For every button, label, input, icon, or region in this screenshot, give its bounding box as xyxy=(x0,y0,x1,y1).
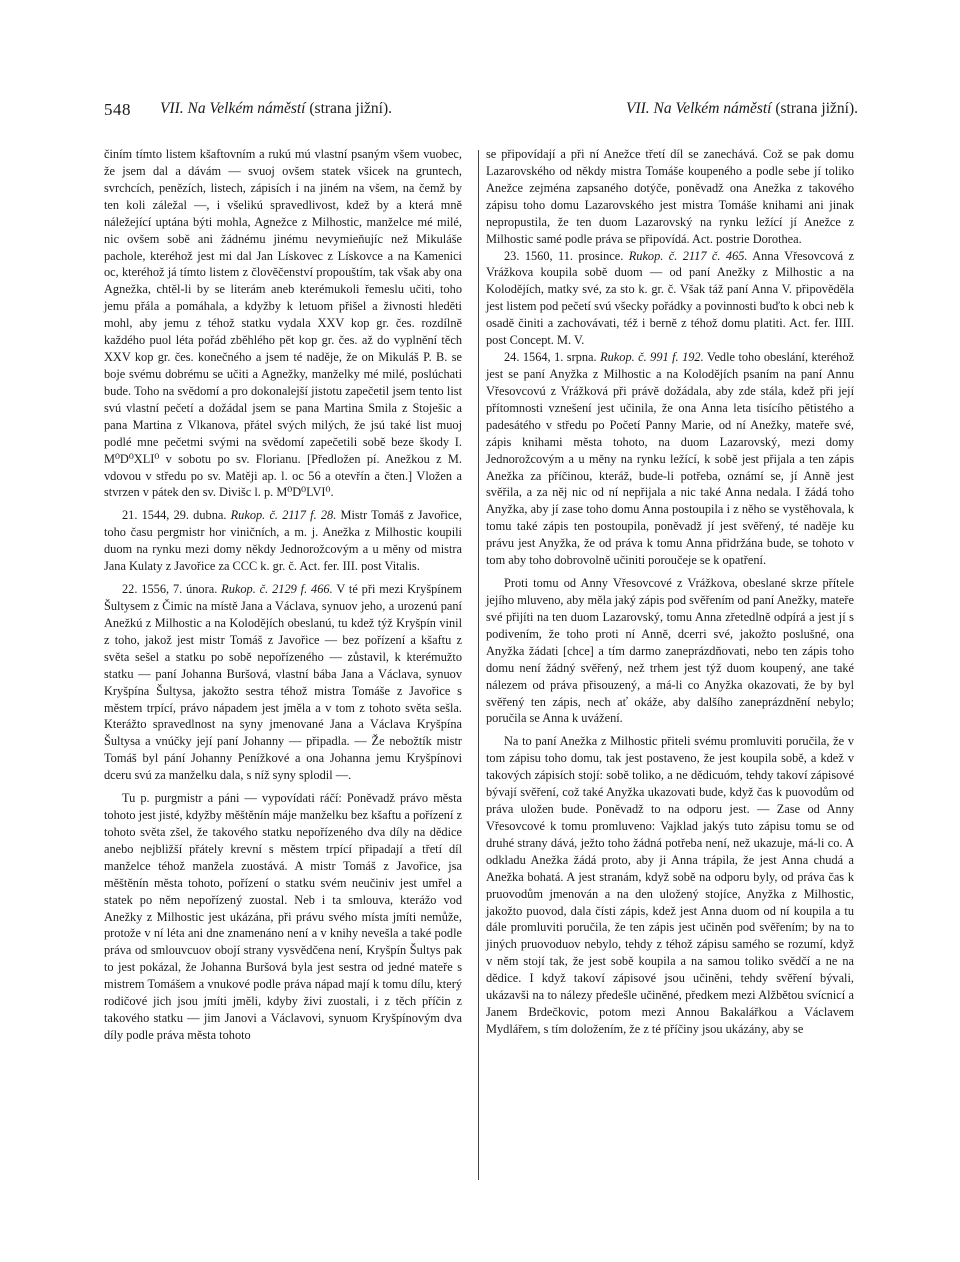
running-title-left-roman: VII. xyxy=(160,100,184,117)
entry-21 xyxy=(104,507,462,575)
entry-24-citation: Rukop. č. 991 f. 192. xyxy=(600,350,704,365)
running-title-right-roman: VII. xyxy=(625,100,650,117)
column-divider xyxy=(478,150,479,1180)
left-paragraph-continuation: činím tímto listem kšaftovním a rukú mú vlastní psaným všem vuobec, že jsem dal a dávám — svuoj ovšem statek všicek na gruntech, svrchcích, penězích, listech, zápisích i na jiném na všem, na čemž by ten koli záležal —, i všelikú spravedlivost, kdež by a která mně náležející uptána býti mohla, Agnežce z Milhostic, manželce mé milé, nic ovšem sobě ani žádnému jinému nevymieňujíc než Mikuláše pachole, kteréhož jest mi dal Jan Lískovec z Lískovce a na Kamenici oc, kteréhož já tímto listem z člověčenství propouštím, tak však aby ona Agnežka, chtěl-li by se literám aneb kterémukoli řemeslu učiti, toho jemu přála a pomáhala, a kdyžby k letuom přišel a živnosti hleděti mohl, aby jemu z téhož statku vydala XXV kop gr. čes. rozdílně každého puol léta pořád zběhlého pět kop gr. čes. až do vyplnění těch XXV kop gr. čes. konečného a jsem té naděje, že on Mikuláš P. B. se boje svému dobrému se učiti a Agnežky, manželky mé milé, poslúchati bude. Toho na svědomí a pro dokonalejší jistotu zapečetil jsem tento list svú vlastní pečetí a dožádal jsem se pana Martina Smila z Stoješic a pana Martina z Vlkanova, přátel svých milých, že jsú také list muoj podlé mne pečetmi svými na svědomí zapečetili sobě beze škody I. M⁰D⁰XLI⁰ v sobotu po sv. Florianu. [Předložen pí. Anežkou z M. vdovou v středu po sv. Matěji ap. l. oc 56 a otevřín a čten.] Vložen a stvrzen v pátek den sv. Divišc l. p. M⁰D⁰LVI⁰. xyxy=(104,147,462,500)
page-number: 548 xyxy=(104,100,131,119)
entry-24 xyxy=(486,349,854,569)
entry-21-text: Mistr Tomáš z Javořice, toho času pergmistr hor viničních, a m. j. Anežka z Milhostic koupili duom na rynku mezi domy někdy Jednorožcovým a u měny od mistra Jana Kulaty z Javořice za CCC k. gr. č. Act. fer. III. post Vitalis. xyxy=(104,508,462,574)
reply-paragraph: Na to paní Anežka z Milhostic přiteli svému promluviti poručila, že v tom zápisu toho domu, tak jest postaveno, že jest koupila sobě, a kdež v takových zápisích stojí: sobě toliko, a ne dědicuóm, tehdy takoví zápisové bývají svěření, což také Anyžka ukazovati bude, když čas k puovodům od práva uložen bude. Poněvadž to na odporu jest. — Zase od Anny Vřesovcové k tomu promluveno: Vajklad jakýs tuto zápisu tomu se od druhé strany dává, ježto toho žádná potřeba není, než ukazuje, má-li co. A odkladu Anežka žádá proto, aby ji Anna trápila, že jest Anna chudá a Anežka bohatá. A jest stranám, když sobě na odporu byly, od práva čas k pruovodům jmenován a na den uložený stojíce, Anyžka z Milhostic, jakožto puovod, dala čísti zápis, kdež jest Anna duom od ní koupila a tu dále promluviti poručila, že ten zápis jest učiněn pod svěřením; by na to jiných pruovoduov nebylo, tehdy z téhož zápisu samého se rozumí, když v něm stojí tak, že jest sobě koupila a na samou toliko svědčí a ne na dědice. I když takoví zápisové jsou učiněni, tehdy svěření bývali, ukázavši na to nálezy předešle učiněné, předkem mezi Alžbětou svícnicí a Janem Brdečkovic, potom mezi Annou Bakalářkou a Václavem Mydlářem, s tím doložením, že z té příčiny jsou ukázány, aby se xyxy=(486,734,854,1037)
verdict-paragraph: Tu p. purgmistr a páni — vypovídati ráčí: Poněvadž právo města tohoto jest jisté, kdyžby měštěnín máje manželku bez kšaftu a pořízení z tohoto světa zšel, že takového statku nepořízeného dva díly na dědice anebo nejbližší přátely krevní s městem trpící připadají a třetí díl manželce téhož manžela zuostává. A mistr Tomáš z Javořice, jsa měštěnín města tohoto, pořízení o statku svém neučiniv jest umřel a statek po něm nepořízený zuostal. Neb i ta smlouva, kterážo vod Anežky z Milhostic jest ukázána, při právu svého místa jmíti nemůže, protože v ní léta ani dne znamenáno není a v knihy nevešla a také podle práva od smlouvcuov obojí strany vysvědčena není, Kryšpín Šultys pak to jest pokázal, že Johanna Buršová byla jest sestra od jedné mateře s mistrem Tomášem a vnukové podle práva nápad mají k tomu dílu, který rodičové jich jsou jmíti jměli, kdyby živi zuostali, i z těch příčin z takového statku — jim Janovi a Václavovi, synuom Kryšpínovým dva díly podle práva města tohoto xyxy=(104,791,462,1043)
entry-22-text: V té při mezi Kryšpínem Šultysem z Čimic na místě Jana a Václava, synuov jeho, a urozenú paní Anežkú z Milhostic a na Kolodějích obeslanú, tu kdež týž Kryšpín vinil z toho, jakož jest mistr Tomáš z Javořice — bez pořízení a kšaftu z světa sešel a statku po sobě nepořízeného — zůstavil, k kterémužto statku — paní Johanna Buršová, vlastní bába Jana a Václava, synuov Kryšpína Šultysa, jakožto sestra téhož mistra Tomáše z Javořice s městem trpící, právo nápadem jest jměla a v tom z tohoto světa sešla. Kterážto spravedlnost na syny jmenované Jana a Václava Kryšpína Šultysa a vnúčky její paní Johanny — připadla. — Že nebožtík mistr Tomáš byl pání Johanny Penížkové a ona Johanna jemu Kryšpínovi dceru svú za manželku dala, s níž syny splodil —. xyxy=(104,582,462,783)
entry-22 xyxy=(104,581,462,784)
running-title-left xyxy=(160,100,392,118)
entry-21-citation: Rukop. č. 2117 f. 28. xyxy=(230,508,337,523)
entry-23 xyxy=(486,248,854,350)
running-title-right-suffix: (strana jižní). xyxy=(775,100,858,117)
entry-24-text: Vedle toho obeslání, kteréhož jest se paní Anyžka z Milhostic a na Kolodějích psaním na paní Annu Vřesovcovú z Vrážková při právě dožádala, aby zde stála, kdež při její přítomnosti vznešení jest učinila, že ona Anna leta tisícího pětistého a padesátého v středu po Početí Panny Marie, od ní Anežky, mateře své, zápis knihami města tohoto, na duom Lazarovský, mezi domy Jednorožcovým a u měny na rynku ležící, k sobě jest přijala a ten zápis Anežka za příčinou, kteráž, bude-li potřeba, oznámí se, jí Anně jest svěřila, a za něj nic od ní nepřijala a nic také Anna nedala. I žádá toho Anyžka, aby jí zase toho domu Anna postoupila i z něho se vystěhovala, k tomu také zápis ten postoupila, poněvadž jí jest svěřený, té naděje ku právu jest Anyžka, že od práva k tomu Anna přidržána bude, se tohoto v tom aby toho dobrovolně učiniti poroučeje se k opatření. xyxy=(486,350,854,568)
entry-23-text: Anna Vřesovcová z Vrážkova koupila sobě duom — od paní Anežky z Milhostic a na Kolodějích, matky své, za sto k. gr. č. Však táž paní Anna V. připověděla jest listem pod pečetí svú všecky pořádky a povinnosti buďto k obci neb k osadě činiti a zachovávati, též i berně z téhož domu platiti. Act. fer. IIII. post Concept. M. V. xyxy=(486,248,854,348)
running-title-right-italic: Na Velkém náměstí xyxy=(653,100,772,117)
page-header xyxy=(104,100,860,130)
entry-22-heading: 22. 1556, 7. února. xyxy=(122,582,218,597)
entry-23-citation: Rukop. č. 2117 č. 465. xyxy=(628,248,748,263)
right-paragraph-continuation: se připovídají a při ní Anežce třetí díl se zanechává. Což se pak domu Lazarovského od někdy mistra Tomáše koupeného a podle sebe jí toliko Anežce zejména zapsaného dotýče, poněvadž ona Anežka z takového zápisu toho domu Lazarovského jest mistra Tomáše knihami ani jinak nepropustila, že ten duom Lazarovský na rynku ležící jí Anežce z Milhostic samé podle práva se připovídá. Act. postrie Dorothea. xyxy=(486,147,854,246)
counter-paragraph: Proti tomu od Anny Vřesovcové z Vrážkova, obeslané skrze přítele jejího mluveno, aby měla jaký zápis pod svěřením od paní Anežky, mateře své přijíti na ten duom Lazarovský, tomu Anna zřetedlně odpírá a jest jí s podivením, že toho proti ní Anně, dcerri své, jakožto poslušné, ona Anyžka žádati [chce] a tím darmo zaneprázdňovati, nebo ten zápis toho domu není žádný svěřený, než trhem jest týž duom koupený, ane také nálezem od práva přisouzený, a má-li co Anyžka okazovati, že by byl svěřený ten zápis, nech ať okáže, aby dalšího zaneprázdnění nebylo; poručila se Anna k uvážení. xyxy=(486,576,854,726)
running-title-left-italic: Na Velkém náměstí xyxy=(187,100,306,117)
left-column xyxy=(104,146,462,1044)
entry-23-heading: 23. 1560, 11. prosince. xyxy=(504,248,624,263)
running-title-left-suffix: (strana jižní). xyxy=(309,100,393,117)
running-title-right xyxy=(626,100,858,118)
entry-22-citation: Rukop. č. 2129 f. 466. xyxy=(221,582,333,597)
right-column xyxy=(486,146,854,1038)
entry-21-heading: 21. 1544, 29. dubna. xyxy=(122,508,227,523)
entry-24-heading: 24. 1564, 1. srpna. xyxy=(504,350,597,365)
